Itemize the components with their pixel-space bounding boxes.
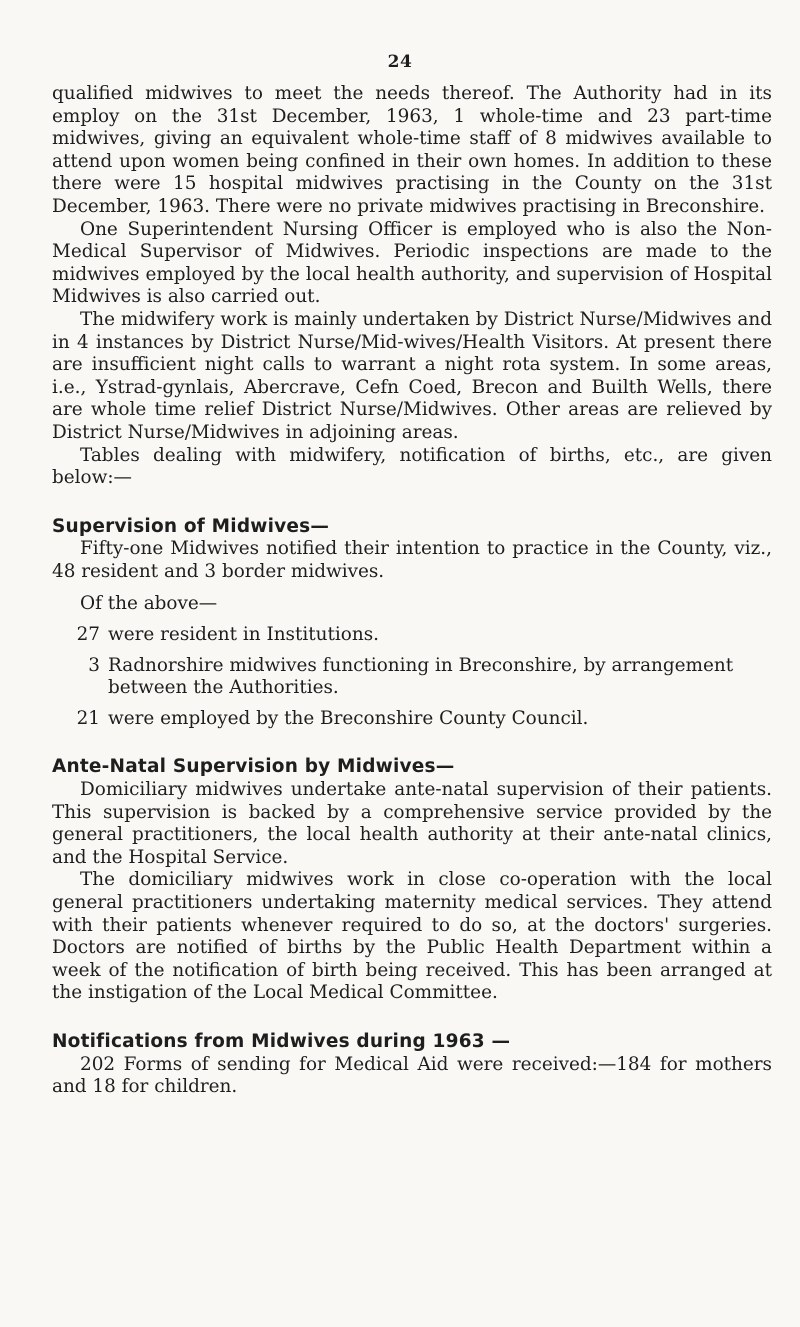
supervision-list-intro: Of the above— xyxy=(80,593,218,615)
list-item-text: Radnorshire midwives functioning in Breconshire, by arrangement between the Authorities. xyxy=(108,654,734,699)
section-spacer xyxy=(52,730,772,742)
intro-paragraph-4: Tables dealing with midwifery, notification of births, etc., are given below:— xyxy=(52,444,772,489)
supervision-list xyxy=(52,624,772,730)
section-spacer xyxy=(52,490,772,502)
list-item-text: were employed by the Breconshire County Council. xyxy=(108,707,589,729)
list-item xyxy=(52,708,772,731)
supervision-heading: Supervision of Midwives— xyxy=(52,515,330,537)
list-item xyxy=(52,624,772,647)
list-item-number: 21 xyxy=(76,707,100,729)
ante-natal-paragraph-1: Domiciliary midwives undertake ante-natal supervision of their patients. This supervision is backed by a comprehensive service provided by the general practitioners, the local health authority at their ante-natal clinics, and the Hospital Service. xyxy=(52,779,772,868)
intro-paragraph-3: The midwifery work is mainly undertaken by District Nurse/Midwives and in 4 instances by District Nurse/Mid-wives/Health Visitors. At present there are insufficient night calls to warrant a night rota system. In some areas, i.e., Ystrad-gynlais, Abercrave, Cefn Coed, Brecon and Builth Wells, there are whole time relief District Nurse/Midwives. Other areas are relieved by District Nurse/Midwives in adjoining areas. xyxy=(52,308,772,443)
intro-paragraph-1: qualified midwives to meet the needs thereof. The Authority had in its employ on the 31st December, 1963, 1 whole-time and 23 part-time midwives, giving an equivalent whole-time staff of 8 midwives available to attend upon women being confined in their own homes. In addition to these there were 15 hospital midwives practising in the County on the 31st December, 1963. There were no private midwives practising in Breconshire. xyxy=(52,83,772,217)
ante-natal-paragraph-2: The domiciliary midwives work in close co-operation with the local general practitioners undertaking maternity medical services. They attend with their patients whenever required to do so, at the doctors' surgeries. Doctors are notified of births by the Public Health Department within a week of the notification of birth being received. This has been arranged at the instigation of the Local Medical Committee. xyxy=(52,869,772,1004)
list-item xyxy=(52,655,772,700)
notifications-paragraph: 202 Forms of sending for Medical Aid were received:—184 for mothers and 18 for children. xyxy=(52,1053,772,1098)
section-spacer xyxy=(52,1005,772,1017)
ante-natal-heading: Ante-Natal Supervision by Midwives— xyxy=(52,756,455,778)
document-body xyxy=(52,83,772,1099)
intro-paragraph-2: One Superintendent Nursing Officer is employed who is also the Non-Medical Supervisor of Midwives. Periodic inspections are made to the midwives employed by the local health authority, and supervision of Hospital Midwives is also carried out. xyxy=(52,218,772,308)
list-item-number: 3 xyxy=(88,654,100,676)
list-item-number: 27 xyxy=(76,624,100,646)
list-item-text: were resident in Institutions. xyxy=(108,624,379,646)
notifications-heading: Notifications from Midwives during 1963 — xyxy=(52,1030,511,1052)
supervision-paragraph: Fifty-one Midwives notified their intention to practice in the County, viz., 48 resident and 3 border midwives. xyxy=(52,538,772,582)
page-number: 24 xyxy=(387,52,413,72)
